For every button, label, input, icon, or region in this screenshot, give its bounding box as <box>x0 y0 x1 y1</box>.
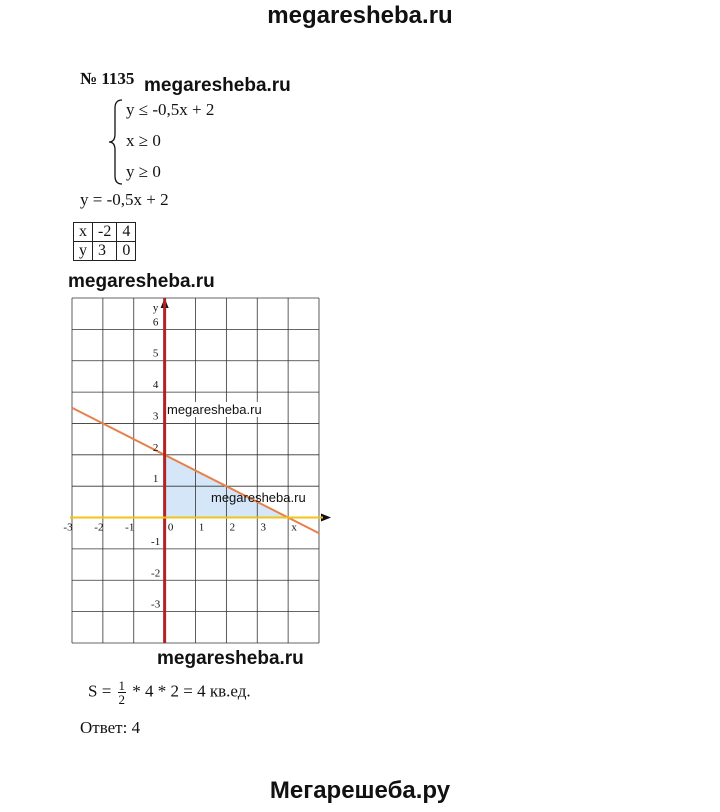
watermark-table: megaresheba.ru <box>68 271 215 292</box>
task-number: № 1135 <box>80 69 135 88</box>
y-tick-label: 6 <box>152 316 159 329</box>
area-prefix: S = <box>88 681 112 701</box>
area-suffix: * 4 * 2 = 4 кв.ед. <box>132 681 251 701</box>
table-cell: x <box>74 223 93 242</box>
system-line-3: y ≥ 0 <box>126 162 161 181</box>
y-tick-label: -3 <box>151 598 161 611</box>
x-tick-label: 0 <box>167 521 174 534</box>
watermark-top: megaresheba.ru <box>144 75 291 96</box>
watermark-graph-b: megaresheba.ru <box>211 490 306 505</box>
system-line-1: y ≤ -0,5x + 2 <box>126 100 215 119</box>
x-axis-label: x <box>291 521 297 534</box>
y-axis-label: y <box>152 302 159 314</box>
y-tick-label: 2 <box>152 441 159 454</box>
area-formula <box>88 679 251 706</box>
y-tick-label: 5 <box>152 347 159 360</box>
table-cell: 0 <box>117 242 136 261</box>
watermark-bottom: megaresheba.ru <box>157 648 304 669</box>
y-tick-label: 3 <box>152 410 159 423</box>
x-tick-label: -1 <box>125 521 135 534</box>
y-tick-label: -1 <box>151 535 161 548</box>
fraction-numerator: 1 <box>118 678 126 693</box>
watermark-graph-a: megaresheba.ru <box>167 402 262 417</box>
x-tick-label: -3 <box>63 521 73 534</box>
system-line-2: x ≥ 0 <box>126 131 161 150</box>
fraction <box>118 679 127 706</box>
site-footer: Мегарешеба.ру <box>269 777 451 804</box>
answer: Ответ: 4 <box>80 718 141 737</box>
table-cell: -2 <box>93 223 117 242</box>
table-cell: y <box>74 242 93 261</box>
y-tick-label: 4 <box>152 379 159 392</box>
site-header: megaresheba.ru <box>267 2 453 29</box>
x-tick-label: -2 <box>94 521 104 534</box>
table-cell: 4 <box>117 223 136 242</box>
x-tick-label: 2 <box>229 521 236 534</box>
y-tick-label: 1 <box>152 473 159 486</box>
table-cell: 3 <box>93 242 117 261</box>
fraction-denominator: 2 <box>118 692 126 707</box>
line-equation: y = -0,5x + 2 <box>80 190 169 209</box>
y-tick-label: -2 <box>151 567 161 580</box>
x-tick-label: 1 <box>198 521 205 534</box>
x-tick-label: 3 <box>260 521 266 534</box>
